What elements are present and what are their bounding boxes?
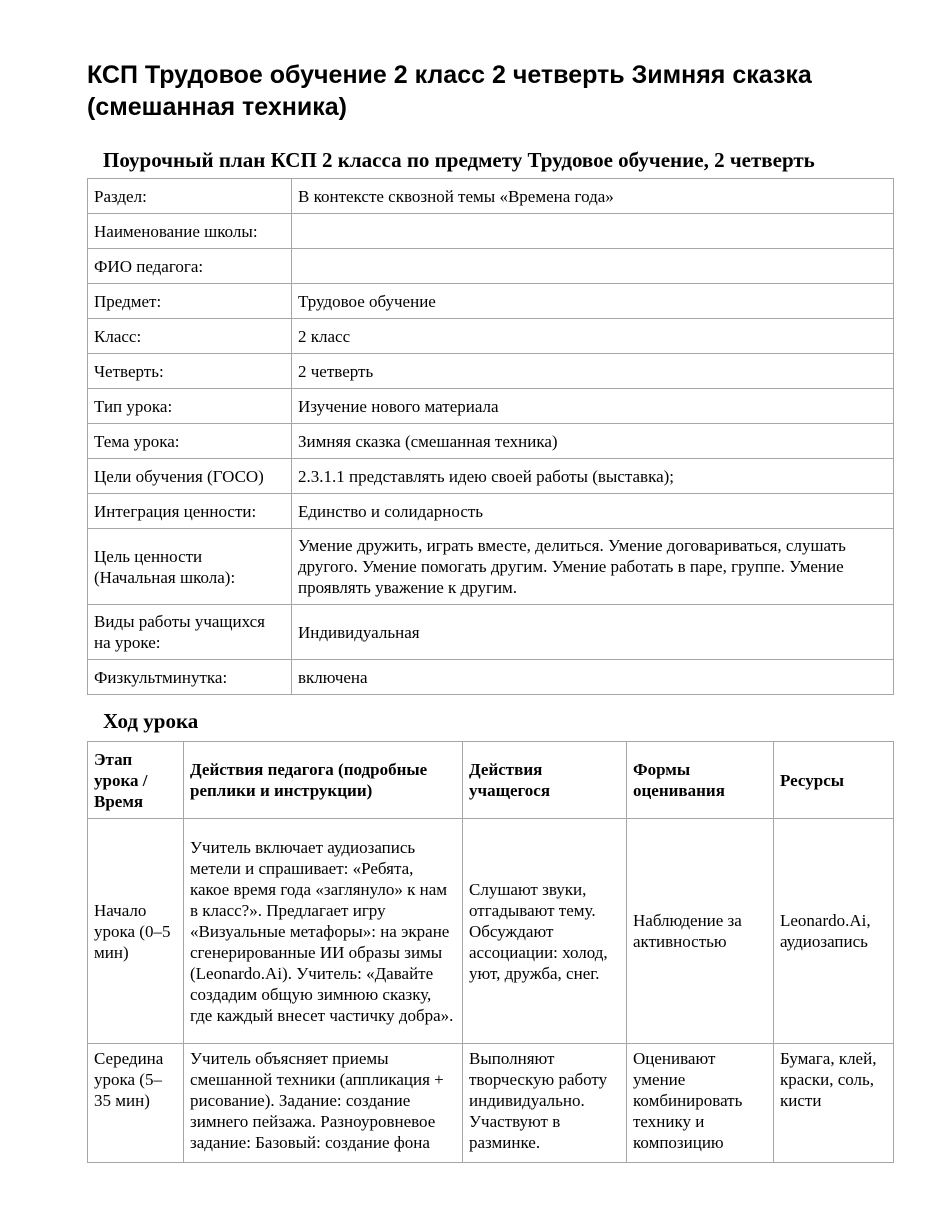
info-label: Раздел:: [88, 179, 292, 214]
resources-cell: Бумага, клей, краски, соль, кисти: [774, 1044, 894, 1163]
info-value: [292, 249, 894, 284]
column-header: Ресурсы: [774, 742, 894, 819]
info-value: В контексте сквозной темы «Времена года»: [292, 179, 894, 214]
info-label: Предмет:: [88, 284, 292, 319]
info-value: Изучение нового материала: [292, 389, 894, 424]
lesson-flow-table: [87, 741, 894, 1163]
info-label: Интеграция ценности:: [88, 494, 292, 529]
info-label: Цели обучения (ГОСО): [88, 459, 292, 494]
info-value: Зимняя сказка (смешанная техника): [292, 424, 894, 459]
column-header: Этап урока / Время: [88, 742, 184, 819]
table-row: [88, 819, 894, 1044]
info-row-school: [88, 214, 894, 249]
info-row-section: [88, 179, 894, 214]
info-label: Класс:: [88, 319, 292, 354]
info-value: включена: [292, 660, 894, 695]
stage-cell: Середина урока (5–35 мин): [88, 1044, 184, 1163]
info-label: ФИО педагога:: [88, 249, 292, 284]
document-page: [87, 0, 893, 1163]
info-row-work-types: [88, 605, 894, 660]
info-value: Индивидуальная: [292, 605, 894, 660]
info-label: Четверть:: [88, 354, 292, 389]
info-row-topic: [88, 424, 894, 459]
teacher-actions-cell: Учитель включает аудиозапись метели и спрашивает: «Ребята, какое время года «заглянуло» к нам в класс?». Предлагает игру «Визуальные метафоры»: на экране сгенерированные ИИ образы зимы (Leonardo.Ai). Учитель: «Давайте создадим общую зимнюю сказку, где каждый внесет частичку добра».: [184, 819, 463, 1044]
lesson-info-table: [87, 178, 894, 695]
info-row-quarter: [88, 354, 894, 389]
document-title: КСП Трудовое обучение 2 класс 2 четверть Зимняя сказка (смешанная техника): [87, 61, 812, 121]
assessment-cell: Оценивают умение комбинировать технику и композицию: [627, 1044, 774, 1163]
info-row-lesson-type: [88, 389, 894, 424]
table-row: [88, 1044, 894, 1163]
plan-heading: Поурочный план КСП 2 класса по предмету Трудовое обучение, 2 четверть: [103, 148, 815, 172]
info-value: 2 четверть: [292, 354, 894, 389]
info-label: Тип урока:: [88, 389, 292, 424]
table-header-row: [88, 742, 894, 819]
resources-cell: Leonardo.Ai, аудиозапись: [774, 819, 894, 1044]
info-value: 2 класс: [292, 319, 894, 354]
info-row-subject: [88, 284, 894, 319]
info-row-physical-break: [88, 660, 894, 695]
assessment-cell: Наблюдение за активностью: [627, 819, 774, 1044]
info-label: Тема урока:: [88, 424, 292, 459]
student-actions-cell: Слушают звуки, отгадывают тему. Обсуждают ассоциации: холод, уют, дружба, снег.: [463, 819, 627, 1044]
info-value: 2.3.1.1 представлять идею своей работы (выставка);: [292, 459, 894, 494]
info-value: Единство и солидарность: [292, 494, 894, 529]
column-header: Формы оценивания: [627, 742, 774, 819]
info-row-value-goal: [88, 529, 894, 605]
stage-cell: Начало урока (0–5 мин): [88, 819, 184, 1044]
column-header: Действия учащегося: [463, 742, 627, 819]
info-row-grade: [88, 319, 894, 354]
info-value: [292, 214, 894, 249]
info-row-goals: [88, 459, 894, 494]
info-value: Трудовое обучение: [292, 284, 894, 319]
teacher-actions-cell: Учитель объясняет приемы смешанной техники (аппликация + рисование). Задание: создание зимнего пейзажа. Разноуровневое задание: Базовый: создание фона: [184, 1044, 463, 1163]
student-actions-cell: Выполняют творческую работу индивидуально. Участвуют в разминке.: [463, 1044, 627, 1163]
info-label: Физкультминутка:: [88, 660, 292, 695]
info-row-teacher: [88, 249, 894, 284]
info-label: Виды работы учащихся на уроке:: [88, 605, 292, 660]
info-label: Наименование школы:: [88, 214, 292, 249]
info-value: Умение дружить, играть вместе, делиться. Умение договариваться, слушать другого. Умение помогать другим. Умение работать в паре, группе. Умение проявлять уважение к другим.: [292, 529, 894, 605]
column-header: Действия педагога (подробные реплики и инструкции): [184, 742, 463, 819]
info-row-value-integration: [88, 494, 894, 529]
lesson-flow-heading: Ход урока: [103, 709, 199, 733]
info-label: Цель ценности (Начальная школа):: [88, 529, 292, 605]
